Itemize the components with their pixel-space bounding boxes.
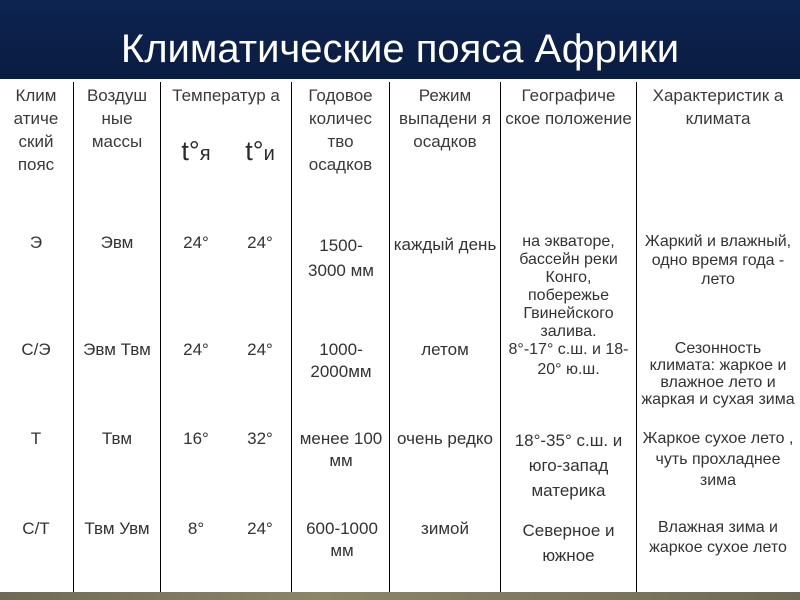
header-temperature: Температур а (172, 86, 280, 105)
table-cell-t-jul: 24° (247, 519, 273, 538)
title-bar (0, 0, 800, 82)
table-cell-t-jan: 8° (187, 519, 205, 538)
table-cell-t-jan: 24° (183, 233, 209, 252)
table-cell-char: Сезонность климата: жаркое и влажное лето и жаркая и сухая зима (641, 340, 795, 408)
table-cell-zone: С/Э (21, 340, 51, 359)
table-cell-zone: Э (29, 233, 43, 252)
table-cell-precip: 600-1000 мм (306, 519, 378, 560)
page-title: Климатические пояса Африки (120, 27, 680, 71)
table-cell-air: Эвм (100, 233, 134, 252)
table-cell-regime: очень редко (397, 429, 493, 448)
table-cell-t-jan: 16° (183, 429, 209, 448)
table-cell-geo: 18°-35° с.ш. и юго-запад материка (514, 431, 623, 500)
table-cell-air: Эвм Твм (83, 340, 151, 359)
header-air-masses: Воздуш ные массы (86, 86, 148, 151)
header-geo-position: Географиче ское положение (505, 86, 632, 128)
header-climate-char: Характеристик а климата (652, 86, 784, 128)
table-cell-regime: зимой (421, 519, 469, 538)
table-cell-geo: Северное и южное (522, 521, 615, 565)
footer-bar (0, 592, 800, 600)
header-precipitation: Годовое количес тво осадков (308, 86, 373, 174)
table-cell-t-jul: 24° (247, 233, 273, 252)
table-cell-t-jul: 24° (247, 340, 273, 359)
column-divider (636, 82, 637, 594)
table-cell-geo: на экваторе, бассейн реки Конго, побережье Гвинейского залива. (519, 233, 618, 340)
column-divider (389, 82, 390, 594)
table-cell-precip: 1500-3000 мм (308, 236, 374, 280)
column-divider (500, 82, 501, 594)
column-divider (291, 82, 292, 594)
table-cell-precip: менее 100 мм (299, 429, 383, 470)
table-cell-char: Жаркий и влажный, одно время года - лето (644, 233, 792, 288)
table-cell-t-jul: 32° (247, 429, 273, 448)
table-cell-precip: 1000-2000мм (310, 340, 372, 381)
climate-table (0, 82, 800, 594)
header-t-jan: t°я (181, 136, 211, 166)
header-precip-regime: Режим выпадени я осадков (398, 86, 492, 151)
table-cell-geo: 8°-17° с.ш. и 18-20° ю.ш. (508, 341, 629, 378)
header-zone: Клим атиче ский пояс (13, 86, 59, 174)
table-cell-air: Твм (101, 429, 133, 448)
table-cell-air: Твм Увм (84, 519, 150, 538)
column-divider (73, 82, 74, 594)
header-t-jul: t°и (245, 136, 275, 166)
table-cell-t-jan: 24° (183, 340, 209, 359)
table-cell-char: Жаркое сухое лето , чуть прохладнее зима (642, 430, 794, 489)
table-cell-char: Влажная зима и жаркое сухое лето (649, 519, 787, 556)
column-divider (160, 82, 161, 594)
table-cell-regime: каждый день (393, 235, 497, 254)
table-cell-regime: летом (421, 340, 469, 359)
table-cell-zone: С/Т (22, 519, 50, 538)
table-cell-zone: Т (30, 429, 42, 448)
